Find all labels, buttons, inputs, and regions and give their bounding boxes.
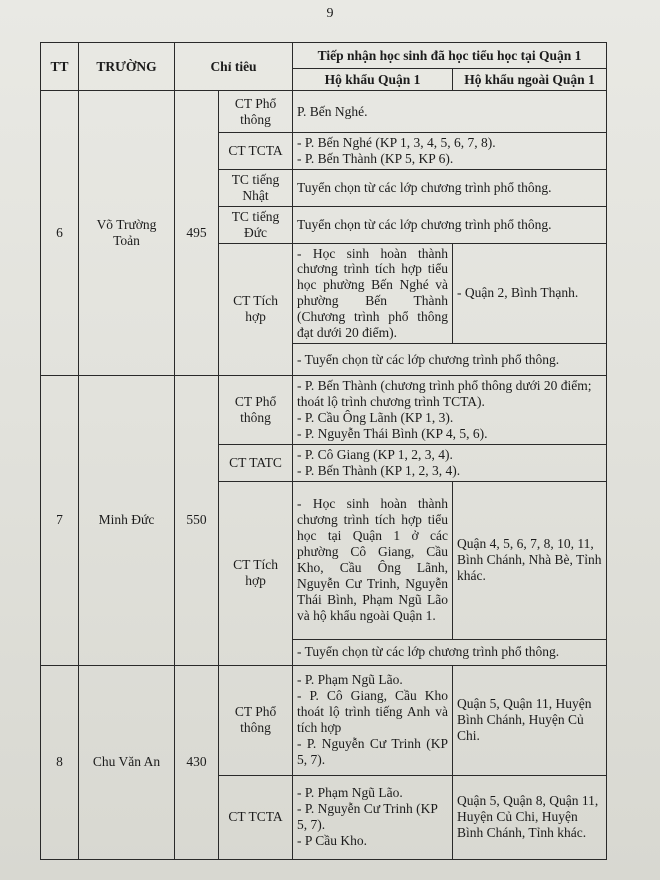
school-8-quota: 430 [175, 665, 219, 859]
header-row [41, 43, 607, 69]
school-7-tatc-text [293, 444, 607, 481]
list-item: - P. Nguyễn Cư Trinh (KP 5, 7). [297, 736, 449, 767]
school-7-tich-hop-extra: - Tuyển chọn từ các lớp chương trình phổ thông. [293, 639, 607, 665]
table-row [41, 376, 607, 445]
school-8-pho-thong-q1 [293, 665, 453, 775]
school-6-tich-hop-ngoai: - Quận 2, Bình Thạnh. [453, 243, 607, 344]
list-item: - P. Bến Thành (KP 5, KP 6). [297, 150, 454, 166]
school-7-name: Minh Đức [79, 376, 175, 666]
list-item: - P. Bến Thành (KP 1, 2, 3, 4). [297, 462, 461, 478]
list-item: - P Cầu Kho. [297, 833, 368, 849]
school-7-pho-thong-text [293, 376, 607, 445]
school-6-program-tc-duc: TC tiếng Đức [219, 206, 293, 243]
list-item: - P. Cô Giang, Cầu Kho thoát lộ trình tiếng Anh và tích hợp [297, 688, 449, 736]
list-item: - P. Bến Nghé (KP 1, 3, 4, 5, 6, 7, 8). [297, 135, 496, 150]
school-8-tt: 8 [41, 665, 79, 859]
list-item: - P. Bến Thành (chương trình phổ thông dưới 20 điểm; thoát lộ trình chương trình TCTA). [297, 378, 592, 409]
school-6-tich-hop-q1: - Học sinh hoàn thành chương trình tích hợp tiểu học phường Bến Nghé và phường Bến Thành (Chương trình phổ thông đạt dưới 20 điểm). [293, 243, 453, 344]
school-8-tcta-q1 [293, 775, 453, 859]
school-7-tich-hop-ngoai: Quận 4, 5, 6, 7, 8, 10, 11, Bình Chánh, Nhà Bè, Tỉnh khác. [453, 481, 607, 639]
list-item: - P. Phạm Ngũ Lão. [297, 785, 403, 801]
school-7-program-pho-thong: CT Phổ thông [219, 376, 293, 445]
col-header-ho-khau-q1: Hộ khẩu Quận 1 [293, 69, 453, 91]
school-7-quota: 550 [175, 376, 219, 666]
school-6-program-tich-hop: CT Tích hợp [219, 243, 293, 376]
list-item: - P. Cầu Ông Lãnh (KP 1, 3). [297, 409, 454, 425]
school-7-program-tatc: CT TATC [219, 444, 293, 481]
table-row [41, 665, 607, 775]
school-6-program-tcta: CT TCTA [219, 133, 293, 170]
admission-table [40, 42, 607, 860]
page-number: 9 [326, 6, 334, 21]
school-6-tc-duc-text: Tuyển chọn từ các lớp chương trình phổ thông. [293, 206, 607, 243]
school-6-name: Võ Trường Toản [79, 91, 175, 376]
table-row [41, 91, 607, 133]
school-8-pho-thong-ngoai: Quận 5, Quận 11, Huyện Bình Chánh, Huyện Củ Chi. [453, 665, 607, 775]
school-8-name: Chu Văn An [79, 665, 175, 859]
school-6-quota: 495 [175, 91, 219, 376]
list-item: - P. Nguyễn Thái Bình (KP 4, 5, 6). [297, 425, 488, 441]
school-8-program-pho-thong: CT Phổ thông [219, 665, 293, 775]
school-7-tt: 7 [41, 376, 79, 666]
list-item: - P. Nguyễn Cư Trinh (KP 5, 7). [297, 801, 438, 833]
col-header-chi-tieu: Chỉ tiêu [175, 43, 293, 91]
col-header-ho-khau-ngoai: Hộ khẩu ngoài Quận 1 [453, 69, 607, 91]
school-6-tich-hop-extra: - Tuyển chọn từ các lớp chương trình phổ thông. [293, 344, 607, 376]
list-item: - P. Phạm Ngũ Lão. [297, 672, 403, 688]
col-header-tiep-nhan: Tiếp nhận học sinh đã học tiểu học tại Quận 1 [293, 43, 607, 69]
school-7-tich-hop-q1: - Học sinh hoàn thành chương trình tích hợp tiểu học tại Quận 1 ở các phường Cô Giang, Cầu Kho, Cầu Ông Lãnh, Nguyễn Cư Trinh, Nguyễn Thái Bình, Phạm Ngũ Lão và hộ khẩu ngoài Quận 1. [293, 481, 453, 639]
school-6-tc-nhat-text: Tuyển chọn từ các lớp chương trình phổ thông. [293, 169, 607, 206]
school-8-tcta-ngoai: Quận 5, Quận 8, Quận 11, Huyện Củ Chi, Huyện Bình Chánh, Tỉnh khác. [453, 775, 607, 859]
school-6-tcta-text [293, 133, 607, 170]
school-6-program-pho-thong: CT Phổ thông [219, 91, 293, 133]
school-6-program-tc-nhat: TC tiếng Nhật [219, 169, 293, 206]
school-8-program-tcta: CT TCTA [219, 775, 293, 859]
school-6-tt: 6 [41, 91, 79, 376]
col-header-tt: TT [41, 43, 79, 91]
list-item: - P. Cô Giang (KP 1, 2, 3, 4). [297, 446, 453, 462]
col-header-truong: TRƯỜNG [79, 43, 175, 91]
school-6-pho-thong-text: P. Bến Nghé. [293, 91, 607, 133]
school-7-program-tich-hop: CT Tích hợp [219, 481, 293, 665]
